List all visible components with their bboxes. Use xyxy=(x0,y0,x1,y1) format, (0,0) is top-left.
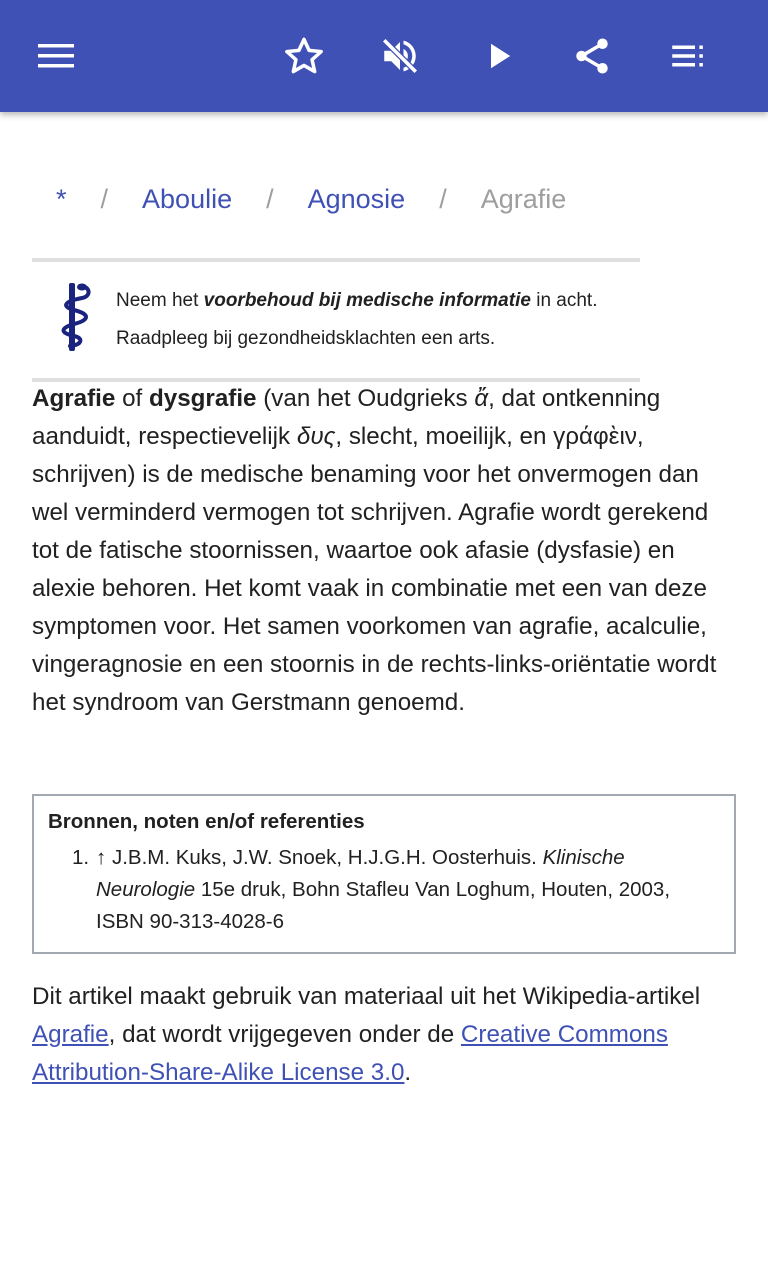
reference-number: 1. xyxy=(72,846,90,869)
references-box xyxy=(32,794,736,954)
article-body: Agrafie of dysgrafie (van het Oudgrieks ἄ, dat ontkenning aanduidt, respectievelijk δυς, slecht, moeilijk, en γράφὲιν, schrijven) is de medische benaming voor het onvermogen dan wel verminderd vermogen tot schrijven. Agrafie wordt gerekend tot de fatische stoornissen, waartoe ook afasie (dysfasie) en alexie behoren. Het komt vaak in combinatie met een van deze symptomen voor. Het samen voorkomen van agrafie, acalculie, vingeragnosie en een stoornis in de rechts-links-oriëntatie wordt het syndroom van Gerstmann genoemd. xyxy=(32,385,717,716)
disclaimer-link[interactable]: voorbehoud bij medische informatie xyxy=(203,290,531,311)
article-term-2: dysgrafie xyxy=(148,385,257,412)
breadcrumb-separator: / xyxy=(100,183,109,214)
breadcrumb-separator: / xyxy=(439,183,447,214)
reference-item: 1. ↑ J.B.M. Kuks, J.W. Snoek, H.J.G.H. Oosterhuis. Klinische Neurologie 15e druk, Bohn Stafleu Van Loghum, Houten, 2003, ISBN 90-313-4028-6 xyxy=(96,842,716,938)
license-link[interactable]: Creative Commons Attribution-Share-Alike License 3.0 xyxy=(32,1021,668,1086)
play-icon xyxy=(477,35,519,77)
references-title: Bronnen, noten en/of referenties xyxy=(48,810,365,833)
play-button[interactable] xyxy=(470,28,526,84)
playlist-icon xyxy=(667,35,709,77)
volume-off-icon xyxy=(379,35,421,77)
disclaimer-line-1: Neem het voorbehoud bij medische informatie in acht. xyxy=(116,290,598,311)
menu-icon xyxy=(36,41,76,71)
breadcrumb-item-aboulie[interactable]: Aboulie xyxy=(142,183,233,214)
app-bar xyxy=(0,0,768,112)
mute-button[interactable] xyxy=(372,28,428,84)
share-icon xyxy=(571,35,613,77)
breadcrumb-item-root[interactable]: * xyxy=(56,183,67,214)
wikipedia-article-link[interactable]: Agrafie xyxy=(32,1021,109,1048)
reference-book-title: Klinische Neurologie xyxy=(96,846,625,901)
share-button[interactable] xyxy=(564,28,620,84)
reference-backlink[interactable]: ↑ xyxy=(96,846,107,869)
rod-of-asclepius-icon xyxy=(46,280,98,359)
breadcrumb-item-agnosie[interactable]: Agnosie xyxy=(307,183,406,214)
license-attribution: Dit artikel maakt gebruik van materiaal uit het Wikipedia-artikel Agrafie, dat wordt vrijgegeven onder de Creative Commons Attribution-Share-Alike License 3.0. xyxy=(32,983,701,1086)
star-outline-icon xyxy=(283,35,325,77)
contents-button[interactable] xyxy=(660,28,716,84)
menu-button[interactable] xyxy=(28,28,84,84)
favorite-button[interactable] xyxy=(276,28,332,84)
disclaimer-line-2: Raadpleeg bij gezondheidsklachten een arts. xyxy=(116,328,496,349)
breadcrumb xyxy=(32,176,566,222)
breadcrumb-current: Agrafie xyxy=(480,183,567,214)
article-term: Agrafie xyxy=(32,385,116,412)
breadcrumb-separator: / xyxy=(266,183,274,214)
medical-disclaimer xyxy=(32,258,640,382)
